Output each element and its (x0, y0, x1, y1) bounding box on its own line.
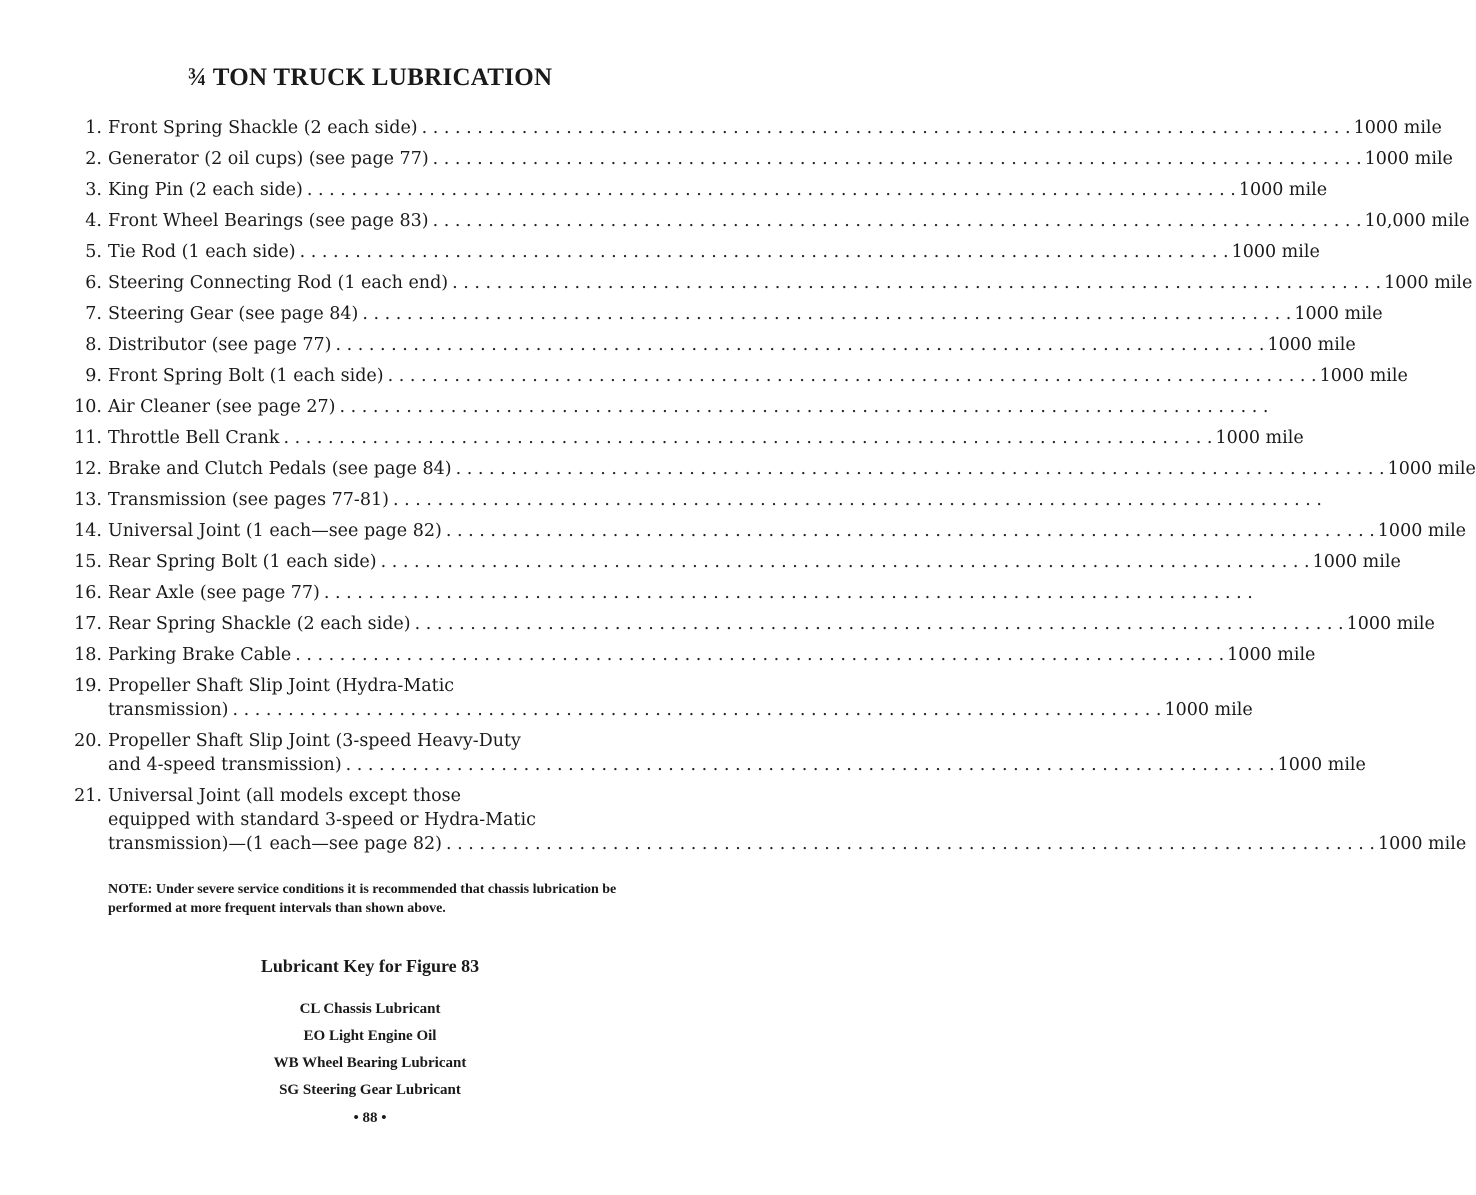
item-body (108, 784, 1466, 856)
item-interval: 10,000 mile (1364, 211, 1470, 231)
item-body (108, 240, 1320, 264)
list-item (70, 302, 1383, 326)
item-label: Front Spring Bolt (1 each side) (108, 366, 384, 386)
note-text: NOTE: Under severe service conditions it is recommended that chassis lubrication be performed at more frequent intervals than shown above. (108, 882, 617, 916)
item-body (108, 581, 1256, 605)
item-interval: 1000 mile (1384, 273, 1473, 293)
item-label: Steering Gear (see page 84) (108, 304, 359, 324)
item-row (108, 333, 1356, 357)
item-number: 19. (74, 676, 102, 696)
item-body (108, 426, 1304, 450)
list-item (70, 147, 1453, 171)
item-number: 1. (85, 118, 102, 138)
item-text-line: equipped with standard 3-speed or Hydra-Matic (108, 810, 536, 830)
item-interval: 1000 mile (1364, 149, 1453, 169)
item-label: King Pin (2 each side) (108, 180, 303, 200)
item-body (108, 519, 1466, 543)
item-number: 11. (74, 428, 102, 448)
list-item (70, 488, 670, 512)
list-item (70, 395, 670, 419)
item-body (108, 147, 1453, 171)
item-label: Rear Spring Bolt (1 each side) (108, 552, 377, 572)
item-number: 4. (85, 211, 102, 231)
list-item (70, 209, 1470, 233)
item-body (108, 178, 1327, 202)
item-row (108, 116, 1442, 140)
item-label: Transmission (see pages 77-81) (108, 490, 389, 510)
item-number: 6. (85, 273, 102, 293)
item-number: 16. (74, 583, 102, 603)
item-number: 13. (74, 490, 102, 510)
item-body (108, 364, 1408, 388)
list-item (70, 612, 1435, 636)
item-row (108, 698, 1253, 722)
item-label: Steering Connecting Rod (1 each end) (108, 273, 449, 293)
item-interval: 1000 mile (1267, 335, 1356, 355)
dot-leader (303, 178, 1239, 202)
list-item (70, 784, 1467, 856)
item-body (108, 674, 1253, 722)
item-interval: 1000 mile (1164, 700, 1253, 720)
dot-leader (448, 271, 1384, 295)
item-number: 15. (74, 552, 102, 572)
item-interval: 1000 mile (1312, 552, 1401, 572)
item-row (108, 426, 1304, 450)
item-body (108, 612, 1435, 636)
list-item (70, 364, 1408, 388)
dot-leader (342, 753, 1278, 777)
dot-leader (291, 643, 1227, 667)
item-label: Brake and Clutch Pedals (see page 84) (108, 459, 452, 479)
item-row (108, 395, 1271, 419)
item-interval: 1000 mile (1387, 459, 1476, 479)
item-label: Parking Brake Cable (108, 645, 292, 665)
item-interval: 1000 mile (1215, 428, 1304, 448)
item-row (108, 832, 1466, 856)
list-item (70, 426, 1304, 450)
item-label: Throttle Bell Crank (108, 428, 280, 448)
item-text-line: Universal Joint (all models except those (108, 786, 462, 806)
item-row (108, 178, 1327, 202)
dot-leader (384, 364, 1320, 388)
dot-leader (377, 550, 1313, 574)
item-body (108, 271, 1472, 295)
item-number: 2. (85, 149, 102, 169)
page-title: ¾ TON TRUCK LUBRICATION (187, 64, 553, 91)
item-number: 14. (74, 521, 102, 541)
item-body (108, 643, 1315, 667)
item-row (108, 364, 1408, 388)
list-item (70, 333, 1356, 357)
item-interval: 1000 mile (1319, 366, 1408, 386)
item-row (108, 519, 1466, 543)
item-label: Front Wheel Bearings (see page 83) (108, 211, 429, 231)
lubricant-key-title: Lubricant Key for Figure 83 (260, 956, 480, 976)
item-interval: 1000 mile (1238, 180, 1328, 200)
lubricant-key-item: EO Light Engine Oil (303, 1028, 437, 1044)
item-text-line: Propeller Shaft Slip Joint (Hydra-Matic (108, 676, 455, 696)
item-number: 7. (85, 304, 102, 324)
dot-leader (442, 519, 1378, 543)
item-interval: 1000 mile (1353, 118, 1442, 138)
dot-leader (320, 581, 1256, 605)
list-item (70, 240, 1320, 264)
lubricant-key-item: SG Steering Gear Lubricant (279, 1082, 461, 1098)
item-number: 9. (85, 366, 102, 386)
item-label: Generator (2 oil cups) (see page 77) (108, 149, 429, 169)
lubricant-key-item: CL Chassis Lubricant (299, 1001, 441, 1017)
item-label: Air Cleaner (see page 27) (108, 397, 336, 417)
item-interval: 1000 mile (1277, 755, 1366, 775)
item-label: Tie Rod (1 each side) (108, 242, 296, 262)
dot-leader (442, 832, 1378, 856)
page-number: • 88 • (353, 1110, 387, 1126)
item-label: Front Spring Shackle (2 each side) (108, 118, 418, 138)
item-label: Distributor (see page 77) (108, 335, 332, 355)
dot-leader (279, 426, 1215, 450)
item-body (108, 333, 1356, 357)
item-label: transmission) (108, 700, 229, 720)
list-item (70, 519, 1467, 543)
list-item (70, 178, 1328, 202)
item-label: transmission)—(1 each—see page 82) (108, 834, 442, 854)
item-body (108, 302, 1383, 326)
list-item (70, 674, 1253, 722)
dot-leader (452, 457, 1388, 481)
item-row (108, 209, 1470, 233)
item-label: Rear Spring Shackle (2 each side) (108, 614, 411, 634)
item-body (108, 550, 1401, 574)
item-row (108, 271, 1472, 295)
list-item (70, 457, 1476, 481)
item-number: 18. (74, 645, 102, 665)
lubricant-key-list (0, 996, 740, 1104)
dot-leader (411, 612, 1347, 636)
item-interval: 1000 mile (1294, 304, 1383, 324)
list-item (70, 116, 1442, 140)
item-interval: 1000 mile (1231, 242, 1320, 262)
item-text-line: Propeller Shaft Slip Joint (3-speed Heavy-Duty (108, 731, 521, 751)
item-body (108, 729, 1366, 777)
item-interval: 1000 mile (1346, 614, 1435, 634)
item-number: 10. (74, 397, 102, 417)
dot-leader (335, 395, 1271, 419)
dot-leader (429, 209, 1365, 233)
item-label: Rear Axle (see page 77) (108, 583, 320, 603)
item-row (108, 240, 1320, 264)
item-number: 12. (74, 459, 102, 479)
item-number: 3. (85, 180, 102, 200)
list-item (70, 643, 1316, 667)
item-row (108, 147, 1453, 171)
item-row (108, 643, 1315, 667)
item-row (108, 612, 1435, 636)
item-body (108, 209, 1470, 233)
dot-leader (332, 333, 1268, 357)
item-row (108, 302, 1383, 326)
item-number: 17. (74, 614, 102, 634)
item-row (108, 753, 1366, 777)
item-number: 20. (74, 731, 102, 751)
dot-leader (418, 116, 1354, 140)
item-interval: 1000 mile (1377, 834, 1467, 854)
list-item (70, 271, 1473, 295)
dot-leader (429, 147, 1365, 171)
item-number: 8. (85, 335, 102, 355)
dot-leader (389, 488, 1325, 512)
item-row (108, 457, 1476, 481)
item-row (108, 581, 1256, 605)
item-number: 21. (74, 786, 102, 806)
item-interval: 1000 mile (1377, 521, 1467, 541)
lubrication-list (70, 116, 1476, 863)
item-body (108, 395, 1271, 419)
item-body (108, 116, 1442, 140)
item-label: Universal Joint (1 each—see page 82) (108, 521, 442, 541)
lubricant-key-item: WB Wheel Bearing Lubricant (273, 1055, 467, 1071)
item-interval: 1000 mile (1227, 645, 1316, 665)
item-row (108, 550, 1401, 574)
item-body (108, 488, 1325, 512)
item-number: 5. (85, 242, 102, 262)
dot-leader (358, 302, 1294, 326)
item-body (108, 457, 1476, 481)
dot-leader (296, 240, 1232, 264)
item-label: and 4-speed transmission) (108, 755, 342, 775)
list-item (70, 729, 1366, 777)
dot-leader (228, 698, 1164, 722)
item-row (108, 488, 1325, 512)
list-item (70, 550, 1401, 574)
list-item (70, 581, 670, 605)
